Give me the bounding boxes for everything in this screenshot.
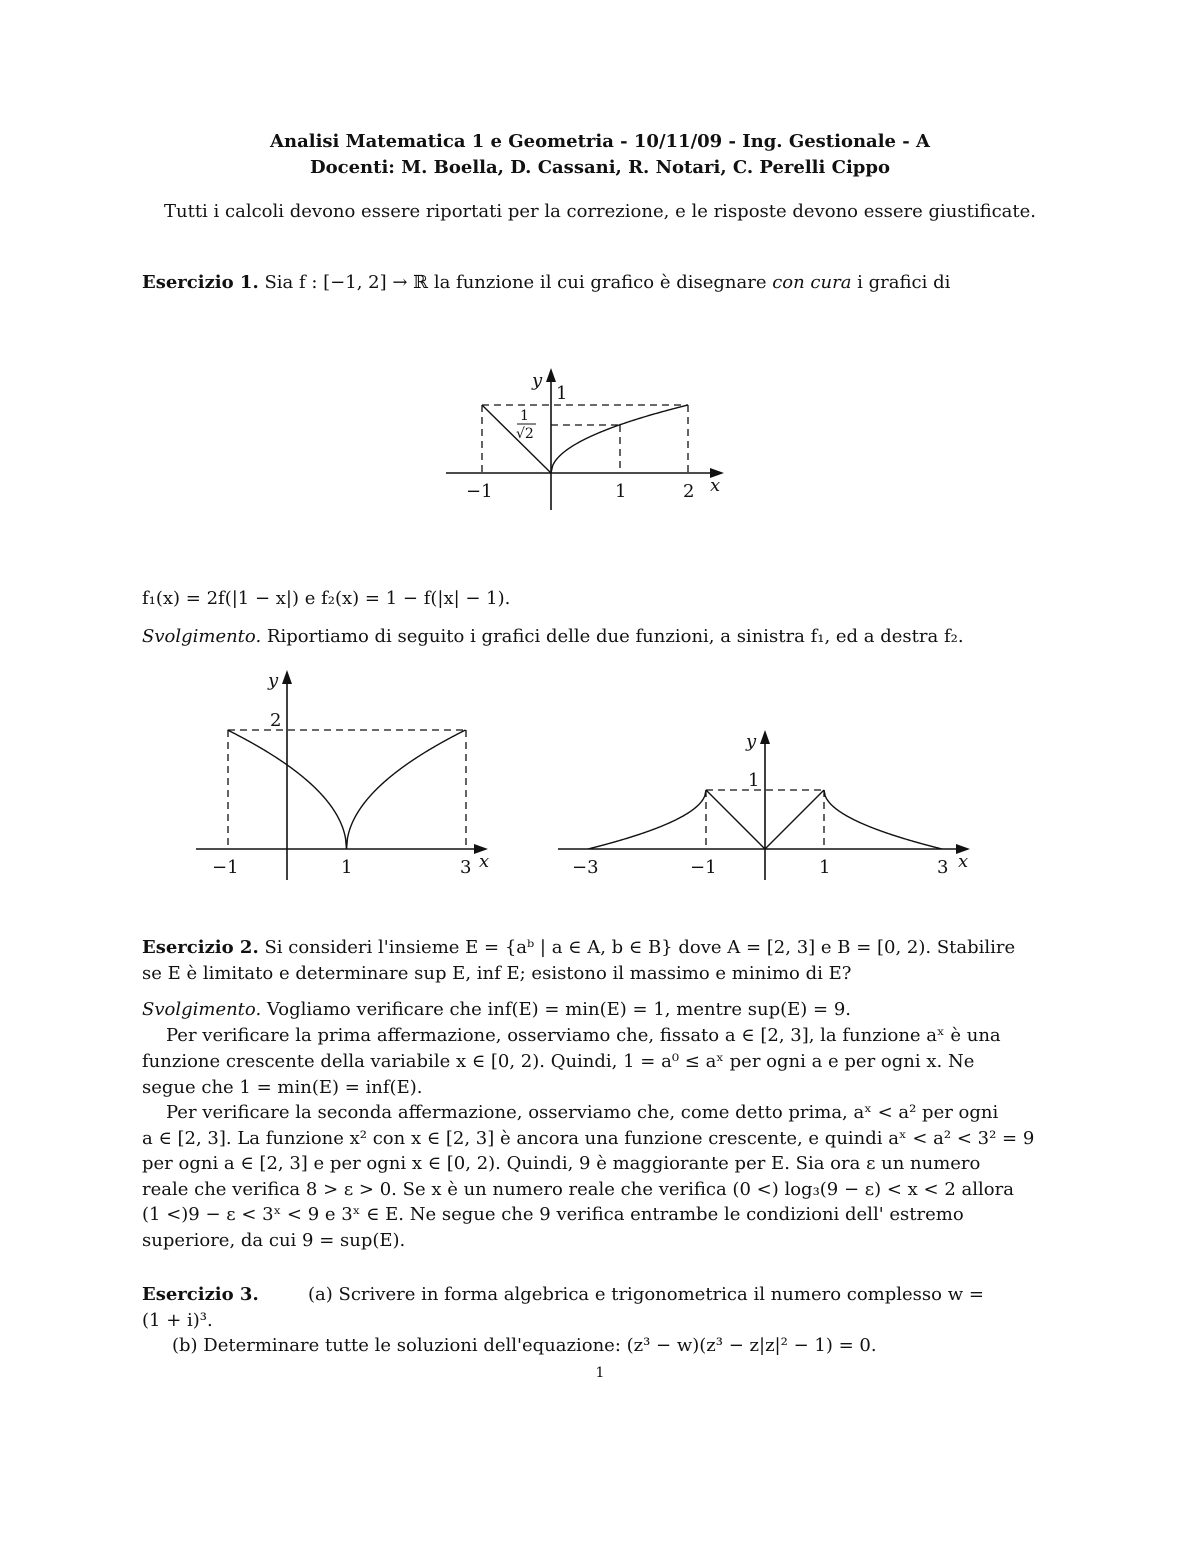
tick-label-x-minus3: −3 xyxy=(572,857,599,878)
f1-curve-right xyxy=(347,730,466,849)
tick-label-x-3: 3 xyxy=(460,857,472,878)
tick-label-y-2: 2 xyxy=(270,710,282,731)
exercise-3-statement xyxy=(142,1284,259,1306)
paragraph-line: superiore, da cui 9 = sup(E). xyxy=(142,1230,406,1251)
y-axis-label: y xyxy=(532,370,543,391)
frac-denominator: √2 xyxy=(516,426,534,442)
exercise-2-solution xyxy=(142,999,851,1021)
exercise-3-part-b: (b) Determinare tutte le soluzioni dell'equazione: (z³ − w)(z³ − z|z|² − 1) = 0. xyxy=(172,1335,877,1356)
paragraph-line: a ∈ [2, 3]. La funzione x² con x ∈ [2, 3] è ancora una funzione crescente, e quindi aˣ < a² < 3² = 9 xyxy=(142,1128,1035,1149)
f2-curve-left xyxy=(588,790,706,849)
instructions: Tutti i calcoli devono essere riportati per la correzione, e le risposte devono essere giustificate. xyxy=(163,201,1036,222)
exercise-1-text-a: Sia f : [−1, 2] → ℝ la funzione il cui grafico è disegnare xyxy=(258,272,773,293)
tick-label-x-minus1: −1 xyxy=(212,857,239,878)
exercise-1-text-b: i grafici di xyxy=(851,272,951,293)
exercise-1-solution xyxy=(142,626,964,648)
exercise-2-label: Esercizio 2. xyxy=(142,937,259,958)
tick-label-x-1: 1 xyxy=(341,857,353,878)
tick-label-y-1: 1 xyxy=(556,383,568,404)
tick-label-x-minus1: −1 xyxy=(466,481,493,502)
exercise-3-part-a: (a) Scrivere in forma algebrica e trigonometrica il numero complesso w = xyxy=(308,1284,984,1305)
y-axis-arrow xyxy=(760,730,770,744)
solution-text: Vogliamo verificare che inf(E) = min(E) = 1, mentre sup(E) = 9. xyxy=(261,999,852,1020)
exercise-3-part-a-cont: (1 + i)³. xyxy=(142,1310,213,1331)
exercise-2-text: Si consideri l'insieme E = {aᵇ | a ∈ A, b ∈ B} dove A = [2, 3] e B = [0, 2). Stabilire xyxy=(258,937,1016,958)
f2-curve-right xyxy=(824,790,942,849)
y-axis-label: y xyxy=(746,731,757,752)
solution-text: Riportiamo di seguito i grafici delle due funzioni, a sinistra f₁, ed a destra f₂. xyxy=(261,626,964,647)
exercise-3-label: Esercizio 3. xyxy=(142,1284,259,1305)
x-axis-label: x xyxy=(479,851,490,872)
paragraph-line: Per verificare la prima affermazione, osserviamo che, fissato a ∈ [2, 3], la funzione aˣ è una xyxy=(166,1025,1001,1046)
tick-label-x-1: 1 xyxy=(615,481,627,502)
paragraph-line: funzione crescente della variabile x ∈ [0, 2). Quindi, 1 = a⁰ ≤ aˣ per ogni a e per ogni x. Ne xyxy=(142,1051,975,1072)
paragraph-line: Per verificare la seconda affermazione, osserviamo che, come detto prima, aˣ < a² per ogni xyxy=(166,1102,999,1123)
graph-f2 xyxy=(552,722,982,884)
functions-definition: f₁(x) = 2f(|1 − x|) e f₂(x) = 1 − f(|x| − 1). xyxy=(142,588,511,609)
paragraph-line: reale che verifica 8 > ε > 0. Se x è un numero reale che verifica (0 <) log₃(9 − ε) < x < 2 allora xyxy=(142,1179,1014,1200)
exercise-2-statement-line1 xyxy=(142,937,1015,959)
solution-label: Svolgimento. xyxy=(142,999,262,1020)
exercise-1-emphasis: con cura xyxy=(772,272,852,293)
graph-f1 xyxy=(190,662,510,884)
paragraph-line: per ogni a ∈ [2, 3] e per ogni x ∈ [0, 2). Quindi, 9 è maggiorante per E. Sia ora ε un numero xyxy=(142,1153,981,1174)
tick-label-x-minus1: −1 xyxy=(690,857,717,878)
y-axis-label: y xyxy=(268,670,279,691)
graph-f xyxy=(440,362,740,522)
paragraph-line: (1 <)9 − ε < 3ˣ < 9 e 3ˣ ∈ E. Ne segue che 9 verifica entrambe le condizioni dell' estremo xyxy=(142,1204,964,1225)
exercise-1-label: Esercizio 1. xyxy=(142,272,259,293)
docenti-line: Docenti: M. Boella, D. Cassani, R. Notari, C. Perelli Cippo xyxy=(310,157,890,178)
tick-label-x-3: 3 xyxy=(937,857,949,878)
x-axis-label: x xyxy=(710,475,721,496)
y-axis-arrow xyxy=(546,368,556,382)
frac-numerator: 1 xyxy=(520,408,529,424)
paragraph-line: segue che 1 = min(E) = inf(E). xyxy=(142,1077,423,1098)
solution-label: Svolgimento. xyxy=(142,626,262,647)
tick-label-x-1: 1 xyxy=(819,857,831,878)
page-title: Analisi Matematica 1 e Geometria - 10/11/09 - Ing. Gestionale - A xyxy=(270,131,930,152)
y-axis-arrow xyxy=(282,670,292,684)
exercise-1-statement xyxy=(142,272,950,294)
page-number: 1 xyxy=(595,1365,605,1381)
tick-label-x-2: 2 xyxy=(683,481,695,502)
x-axis-label: x xyxy=(958,851,969,872)
exercise-2-statement-line2: se E è limitato e determinare sup E, inf E; esistono il massimo e minimo di E? xyxy=(142,963,852,984)
tick-label-y-1: 1 xyxy=(748,770,760,791)
